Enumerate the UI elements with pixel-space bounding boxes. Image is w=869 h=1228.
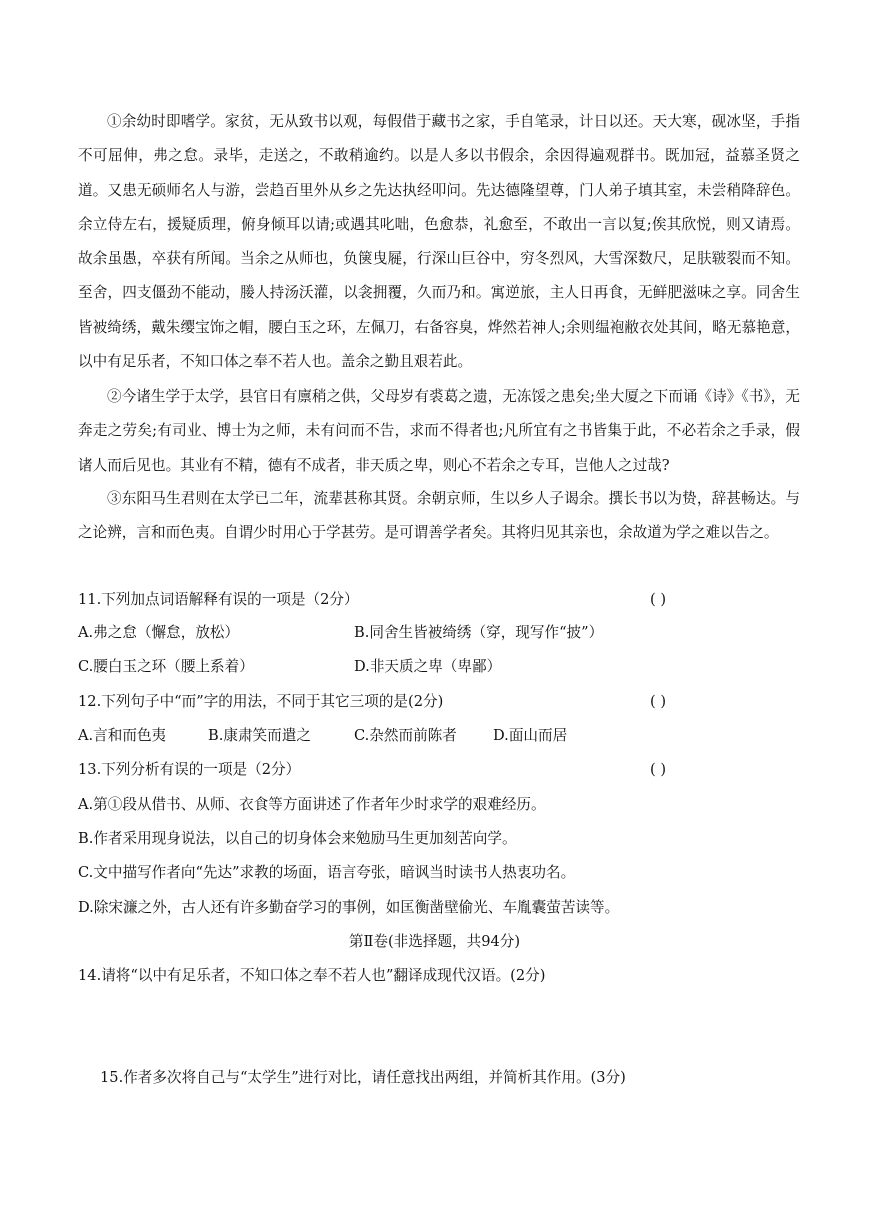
question-11-option-d: D.非天质之卑（卑鄙） — [354, 658, 502, 675]
question-11-option-a: A.弗之怠（懈怠，放松） — [78, 624, 240, 641]
question-12-stem: 12.下列句子中“而”字的用法，不同于其它三项的是(2分) — [78, 693, 444, 710]
passage-paragraph-1: ①余幼时即嗜学。家贫，无从致书以观，每假借于藏书之家，手自笔录，计日以还。天大寒，砚冰坚，手指不可屈伸，弗之怠。录毕，走送之，不敢稍逾约。以是人多以书假余，余因得遍观群书。既加冠，益慕圣贤之道。又患无硕师名人与游，尝趋百里外从乡之先达执经叩问。先达德隆望尊，门人弟子填其室，未尝稍降辞色。余立侍左右，援疑质理，俯身倾耳以请;或遇其叱咄，色愈恭，礼愈至，不敢出一言以复;俟其欣悦，则又请焉。故余虽愚，卒获有所闻。当余之从师也，负箧曳屣，行深山巨谷中，穷冬烈风，大雪深数尺，足肤皲裂而不知。至舍，四支僵劲不能动，媵人持汤沃灌，以衾拥覆，久而乃和。寓逆旅，主人日再食，无鲜肥滋味之享。同舍生皆被绮绣，戴朱缨宝饰之帽，腰白玉之环，左佩刀，右备容臭，烨然若神人;余则缊袍敝衣处其间，略无慕艳意，以中有足乐者，不知口体之奉不若人也。盖余之勤且艰若此。 — [78, 113, 800, 371]
question-13-answer-blank: ( ) — [650, 761, 667, 778]
question-14-stem: 14.请将“以中有足乐者，不知口体之奉不若人也”翻译成现代汉语。(2分) — [78, 967, 546, 984]
question-11-option-c: C.腰白玉之环（腰上系着） — [78, 658, 254, 675]
question-12-option-d: D.面山而居 — [493, 727, 568, 744]
question-13-option-c: C.文中描写作者向“先达”求教的场面，语言夸张，暗讽当时读书人热衷功名。 — [78, 864, 576, 881]
question-12-option-b: B.康肃笑而遣之 — [208, 727, 311, 744]
question-13-stem: 13.下列分析有误的一项是（2分） — [78, 761, 301, 778]
question-12-option-a: A.言和而色夷 — [78, 727, 167, 744]
question-15-stem: 15.作者多次将自己与“太学生”进行对比，请任意找出两组，并简析其作用。(3分) — [100, 1069, 626, 1086]
passage-paragraph-2: ②今诸生学于太学，县官日有廪稍之供，父母岁有裘葛之遗，无冻馁之患矣;坐大厦之下而诵《诗》《书》，无奔走之劳矣;有司业、博士为之师，未有问而不告，求而不得者也;凡所宜有之书皆集于此，不必若余之手录，假诸人而后见也。其业有不精，德有不成者，非天质之卑，则心不若余之专耳，岂他人之过哉? — [78, 388, 800, 474]
passage-paragraph-3: ③东阳马生君则在太学已二年，流辈甚称其贤。余朝京师，生以乡人子谒余。撰长书以为贽，辞甚畅达。与之论辨，言和而色夷。自谓少时用心于学甚劳。是可谓善学者矣。其将归见其亲也，余故道为学之难以告之。 — [78, 490, 800, 542]
question-12-answer-blank: ( ) — [650, 693, 667, 710]
question-13-option-a: A.第①段从借书、从师、衣食等方面讲述了作者年少时求学的艰难经历。 — [78, 796, 546, 813]
question-11-answer-blank: ( ) — [650, 591, 667, 608]
question-11-stem: 11.下列加点词语解释有误的一项是（2分） — [78, 591, 359, 608]
question-12-option-c: C.杂然而前陈者 — [354, 727, 457, 744]
section-2-title: 第Ⅱ卷(非选择题，共94分) — [348, 933, 521, 950]
question-13-option-b: B.作者采用现身说法，以自己的切身体会来勉励马生更加刻苦向学。 — [78, 830, 517, 847]
question-11-option-b: B.同舍生皆被绮绣（穿，现写作“披”） — [354, 624, 604, 641]
question-13-option-d: D.除宋濂之外，古人还有许多勤奋学习的事例，如匡衡凿壁偷光、车胤囊萤苦读等。 — [78, 899, 620, 916]
